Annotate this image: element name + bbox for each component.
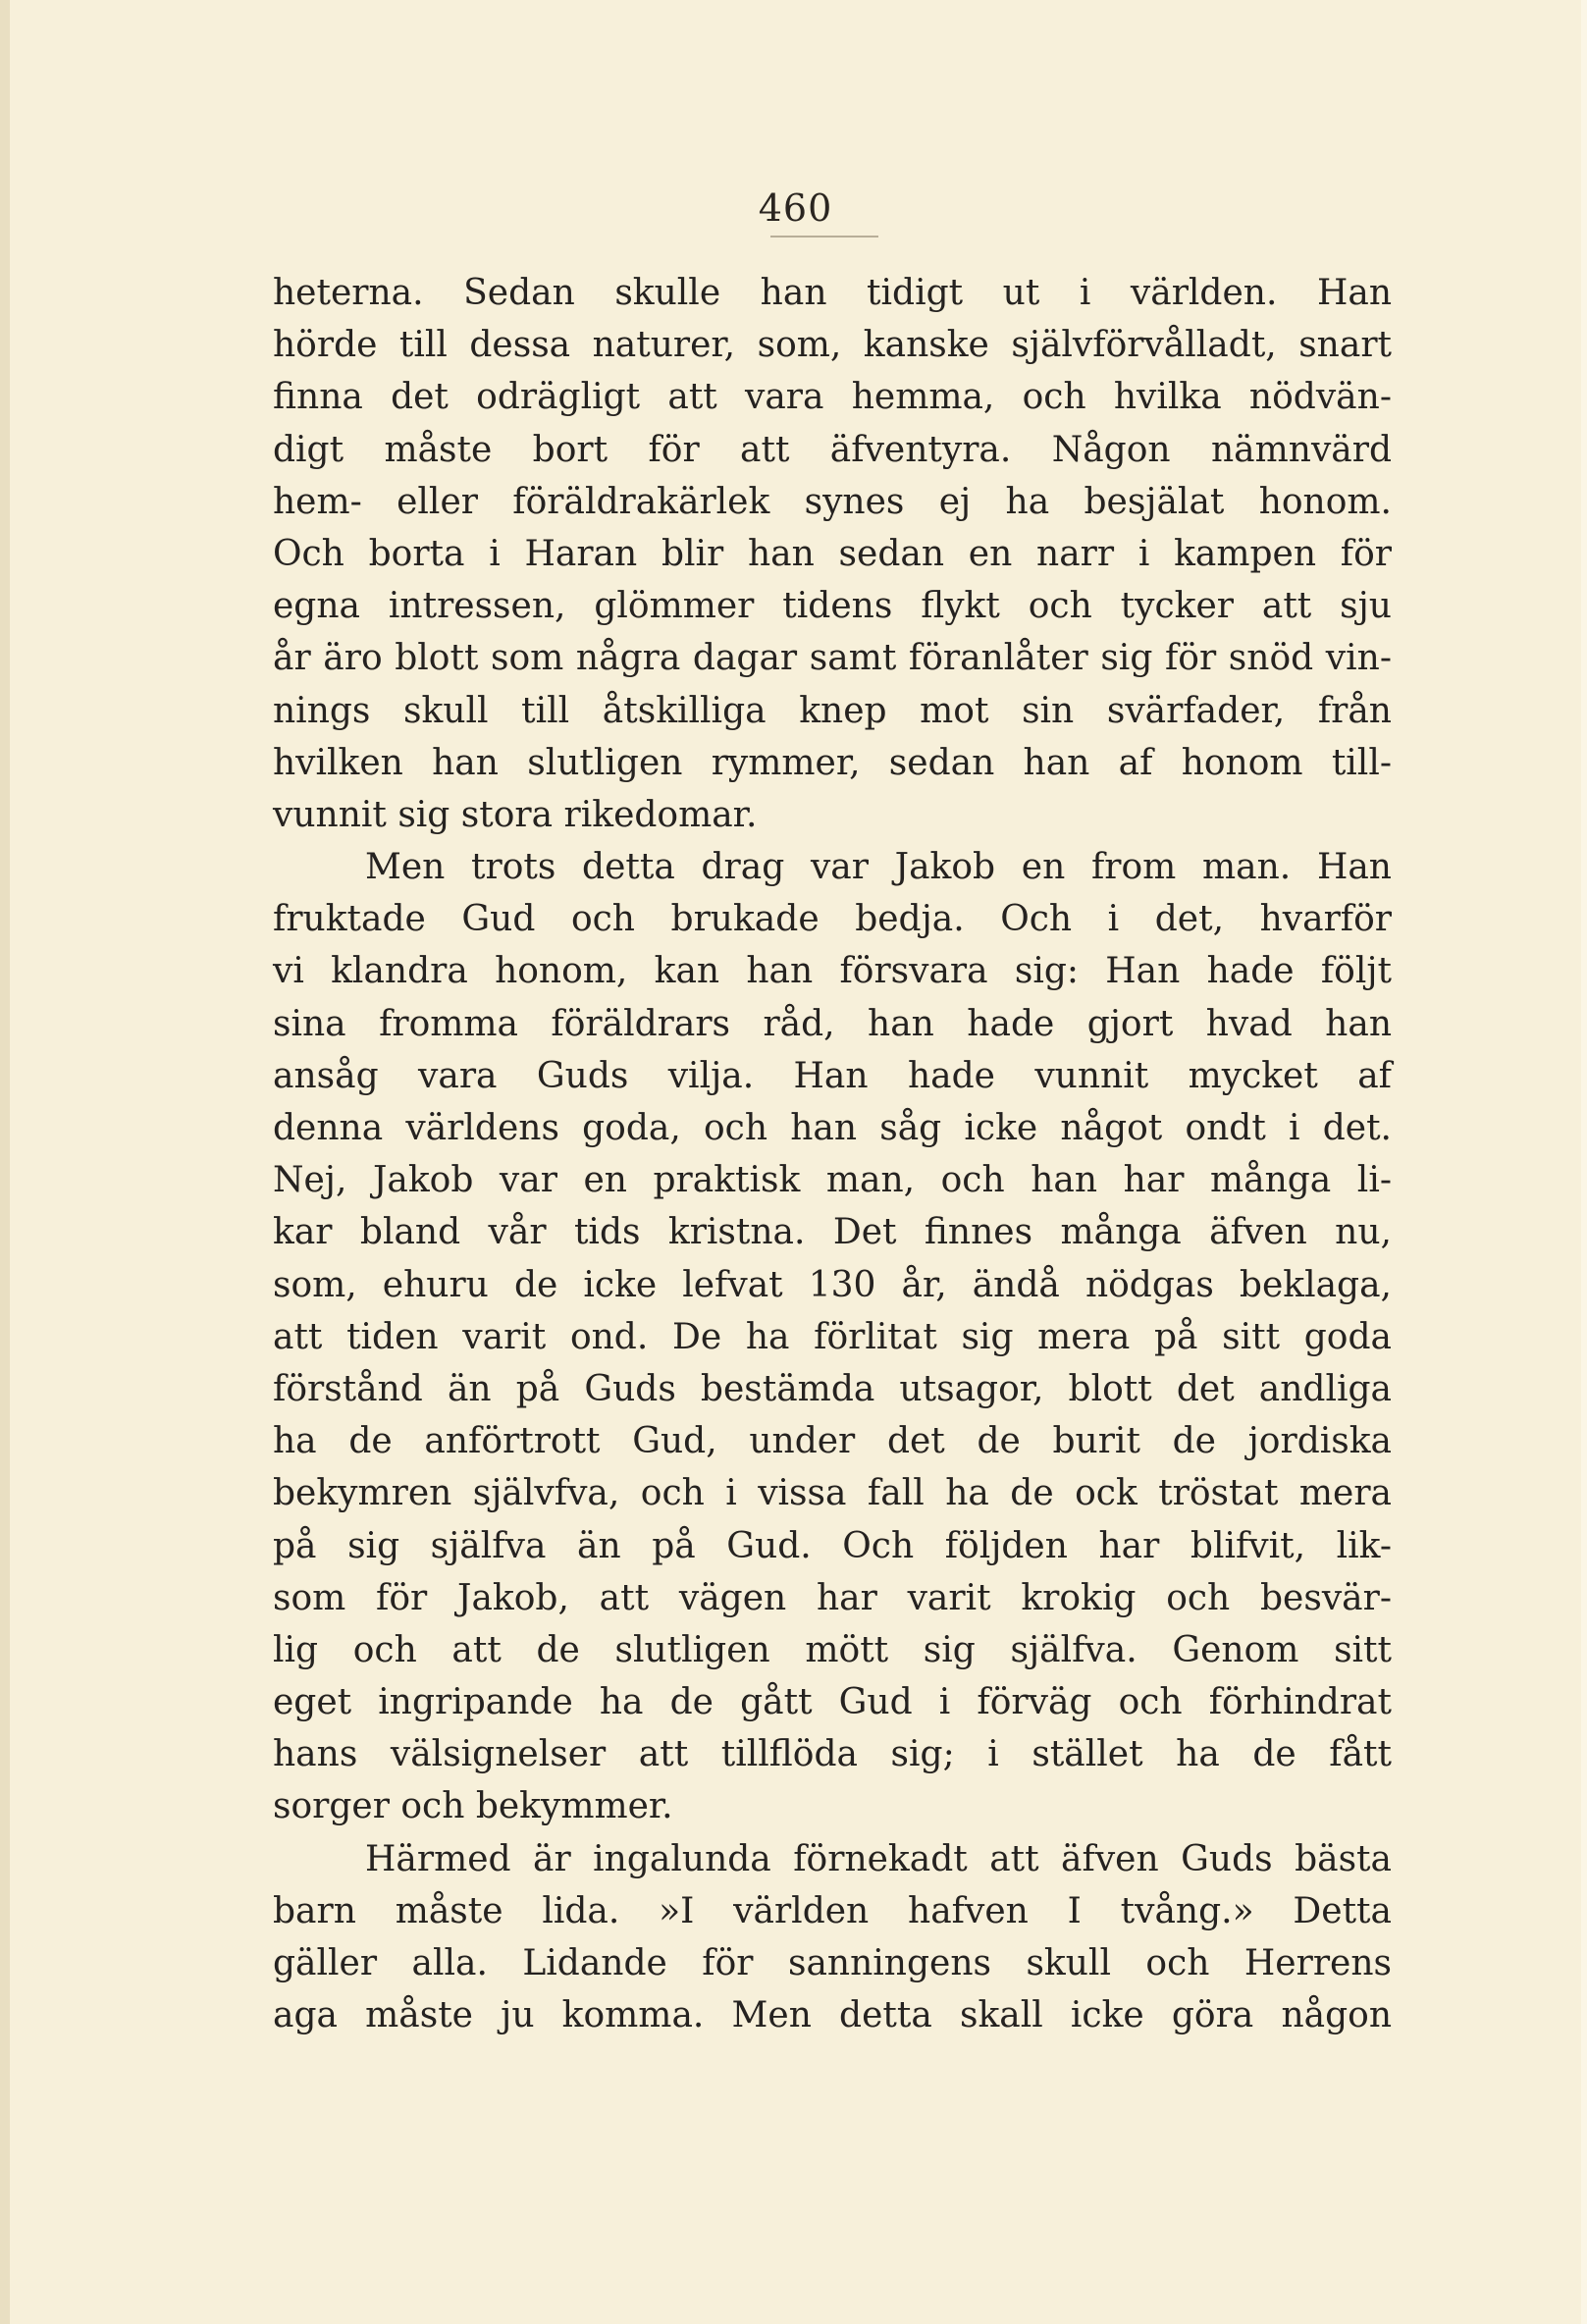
body-text bbox=[273, 267, 1392, 2041]
text-line: ha de anförtrott Gud, under det de burit de jordiska bbox=[273, 1421, 1392, 1462]
text-line: år äro blott som några dagar samt föranlåter sig för snöd vin- bbox=[273, 638, 1392, 679]
text-line: hem- eller föräldrakärlek synes ej ha besjälat honom. bbox=[273, 481, 1392, 522]
page-number: 460 bbox=[758, 186, 833, 230]
text-line: Och borta i Haran blir han sedan en narr i kampen för bbox=[273, 533, 1392, 574]
text-line: sorger och bekymmer. bbox=[273, 1786, 673, 1827]
text-line: gäller alla. Lidande för sanningens skull och Herrens bbox=[273, 1943, 1392, 1983]
text-line: förstånd än på Guds bestämda utsagor, blott det andliga bbox=[273, 1368, 1392, 1409]
text-line: på sig själfva än på Gud. Och följden har blifvit, lik- bbox=[273, 1525, 1392, 1566]
text-line: Men trots detta drag var Jakob en from man. Han bbox=[365, 847, 1392, 888]
text-line: lig och att de slutligen mött sig själfva. Genom sitt bbox=[273, 1629, 1392, 1670]
text-line: hans välsignelser att tillflöda sig; i stället ha de fått bbox=[273, 1734, 1392, 1775]
text-line: som för Jakob, att vägen har varit krokig och besvär- bbox=[273, 1577, 1392, 1618]
page-number-rule bbox=[770, 236, 878, 238]
text-line: Nej, Jakob var en praktisk man, och han har många li- bbox=[273, 1160, 1392, 1201]
text-line: digt måste bort för att äfventyra. Någon nämnvärd bbox=[273, 429, 1392, 470]
text-line: barn måste lida. »I världen hafven I tvång.» Detta bbox=[273, 1890, 1392, 1931]
text-line: vi klandra honom, kan han försvara sig: Han hade följt bbox=[273, 951, 1392, 992]
text-line: som, ehuru de icke lefvat 130 år, ändå nödgas beklaga, bbox=[273, 1264, 1392, 1305]
text-line: sina fromma föräldrars råd, han hade gjort hvad han bbox=[273, 1003, 1392, 1044]
text-line: denna världens goda, och han såg icke något ondt i det. bbox=[273, 1108, 1392, 1148]
text-line: heterna. Sedan skulle han tidigt ut i världen. Han bbox=[273, 273, 1392, 313]
text-line: Härmed är ingalunda förnekadt att äfven Guds bästa bbox=[365, 1838, 1392, 1879]
text-line: ansåg vara Guds vilja. Han hade vunnit mycket af bbox=[273, 1055, 1392, 1096]
text-line: att tiden varit ond. De ha förlitat sig mera på sitt goda bbox=[273, 1316, 1392, 1357]
text-line: nings skull till åtskilliga knep mot sin svärfader, från bbox=[273, 690, 1392, 731]
text-line: finna det odrägligt att vara hemma, och hvilka nödvän- bbox=[273, 377, 1392, 418]
text-line: aga måste ju komma. Men detta skall icke göra någon bbox=[273, 1995, 1392, 2036]
text-line: hvilken han slutligen rymmer, sedan han af honom till- bbox=[273, 742, 1392, 783]
text-line: egna intressen, glömmer tidens flykt och tycker att sju bbox=[273, 586, 1392, 627]
text-line: kar bland vår tids kristna. Det finnes många äfven nu, bbox=[273, 1212, 1392, 1253]
text-line: hörde till dessa naturer, som, kanske självförvålladt, snart bbox=[273, 325, 1392, 366]
text-line: vunnit sig stora rikedomar. bbox=[273, 794, 758, 835]
text-line: fruktade Gud och brukade bedja. Och i det, hvarför bbox=[273, 899, 1392, 940]
text-line: bekymren självfva, och i vissa fall ha de ock tröstat mera bbox=[273, 1473, 1392, 1514]
text-line: eget ingripande ha de gått Gud i förväg och förhindrat bbox=[273, 1682, 1392, 1723]
